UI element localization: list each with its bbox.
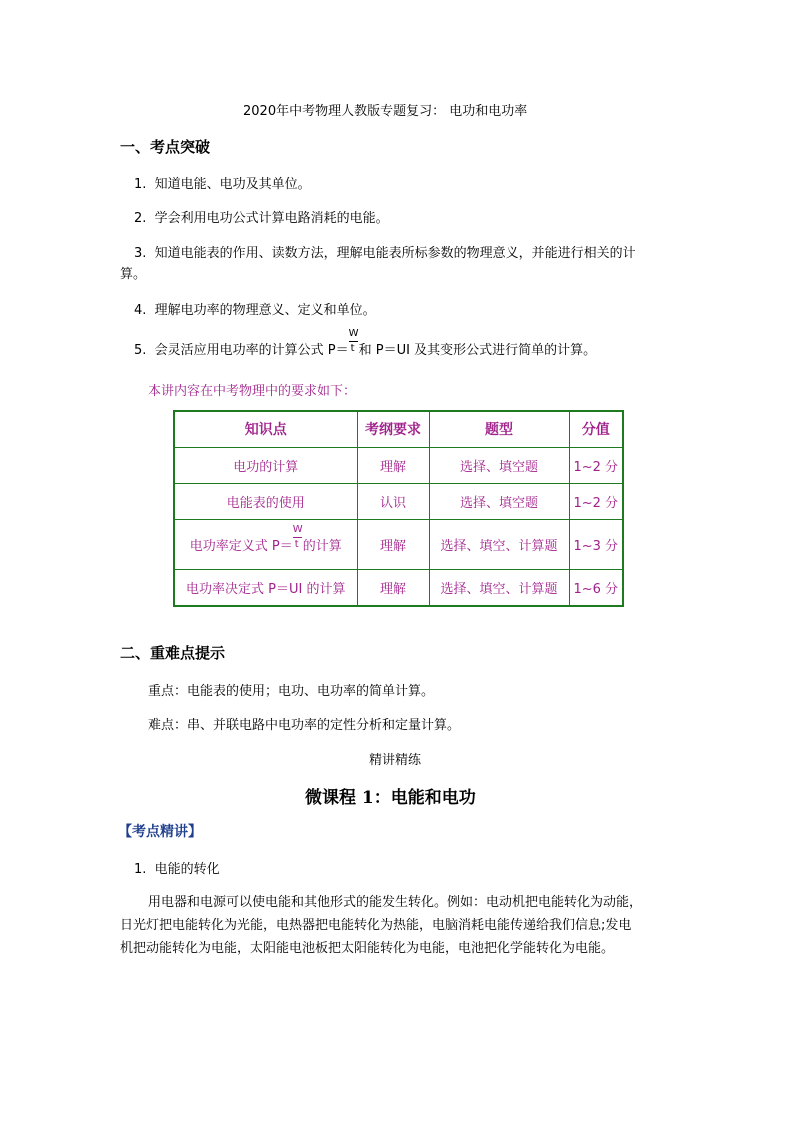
cell-type: 选择、填空、计算题 <box>429 569 569 606</box>
paragraph-line-1: 用电器和电源可以使电能和其他形式的能发生转化。例如：电动机把电能转化为动能， <box>148 895 643 910</box>
table-row <box>174 447 623 483</box>
fraction-denominator: t <box>294 538 299 550</box>
topic-text-before: 电功率定义式 P＝ <box>189 538 293 554</box>
cell-topic: 电能表的使用 <box>174 483 357 519</box>
list-text: 电能的转化 <box>154 862 220 877</box>
fraction-w-over-t <box>292 523 303 550</box>
cell-level: 理解 <box>357 569 429 606</box>
list-text: 知道电能表的作用、读数方法，理解电能表所标参数的物理意义，并能进行相关的计 <box>154 246 636 261</box>
paragraph-line-2: 日光灯把电能转化为光能，电热器把电能转化为热能，电脑消耗电能传递给我们信息;发电 <box>120 918 632 933</box>
list-text: 学会利用电功公式计算电路消耗的电能。 <box>154 211 389 226</box>
cell-score: 1~2 分 <box>569 483 623 519</box>
list-text: 知道电能、电功及其单位。 <box>154 177 311 192</box>
table-row <box>174 569 623 606</box>
cell-score: 1~2 分 <box>569 447 623 483</box>
header-topic: 知识点 <box>174 411 357 447</box>
requirements-table <box>173 410 624 607</box>
list-number: 5. <box>134 343 147 358</box>
list-item-4 <box>134 299 376 318</box>
document-title: 2020年中考物理人教版专题复习： 电功和电功率 <box>243 104 528 119</box>
list-number: 4. <box>134 303 147 318</box>
topic-text-after: 的计算 <box>302 538 342 554</box>
list-item-1 <box>134 173 311 192</box>
formula-text-before: 会灵活应用电功率的计算公式 P＝ <box>154 343 349 358</box>
cell-score: 1~6 分 <box>569 569 623 606</box>
requirement-intro: 本讲内容在中考物理中的要求如下： <box>148 384 357 399</box>
cell-score: 1~3 分 <box>569 519 623 569</box>
practice-label: 精讲精练 <box>369 753 422 768</box>
fraction-bar <box>349 341 358 342</box>
header-type: 题型 <box>429 411 569 447</box>
list-number: 3. <box>134 246 147 261</box>
table-row <box>174 519 623 569</box>
cell-topic: 电功率决定式 P＝UI 的计算 <box>174 569 357 606</box>
difficult-point: 难点：串、并联电路中电功率的定性分析和定量计算。 <box>148 718 461 733</box>
micro-course-title: 微课程 1：电能和电功 <box>305 788 476 808</box>
header-score: 分值 <box>569 411 623 447</box>
header-level: 考纲要求 <box>357 411 429 447</box>
formula-text-after: 和 P＝UI 及其变形公式进行简单的计算。 <box>358 343 597 358</box>
list-text: 理解电功率的物理意义、定义和单位。 <box>154 303 376 318</box>
fraction-denominator: t <box>350 343 355 354</box>
list-item-3-continuation: 算。 <box>120 267 147 282</box>
list-item-5 <box>134 328 597 358</box>
key-points-heading: 【考点精讲】 <box>118 824 202 840</box>
cell-type: 选择、填空题 <box>429 483 569 519</box>
table-header-row <box>174 411 623 447</box>
cell-topic: 电功的计算 <box>174 447 357 483</box>
cell-level: 认识 <box>357 483 429 519</box>
list-item-2 <box>134 207 389 226</box>
fraction-numerator: W <box>348 328 359 339</box>
section2-heading: 二、重难点提示 <box>120 644 226 662</box>
section1-heading: 一、考点突破 <box>120 138 211 156</box>
cell-topic <box>174 519 357 569</box>
cell-type: 选择、填空题 <box>429 447 569 483</box>
list-number: 1. <box>134 177 147 192</box>
paragraph-line-3: 机把动能转化为电能，太阳能电池板把太阳能转化为电能，电池把化学能转化为电能。 <box>120 941 615 956</box>
fraction-bar <box>293 537 302 538</box>
key-point: 重点：电能表的使用；电功、电功率的简单计算。 <box>148 684 435 699</box>
subsection-item <box>134 858 220 877</box>
cell-level: 理解 <box>357 519 429 569</box>
list-item-3 <box>134 242 636 261</box>
fraction-numerator: W <box>292 523 303 535</box>
cell-level: 理解 <box>357 447 429 483</box>
list-number: 2. <box>134 211 147 226</box>
fraction-w-over-t <box>348 328 359 354</box>
table-row <box>174 483 623 519</box>
list-number: 1. <box>134 862 147 877</box>
cell-type: 选择、填空、计算题 <box>429 519 569 569</box>
